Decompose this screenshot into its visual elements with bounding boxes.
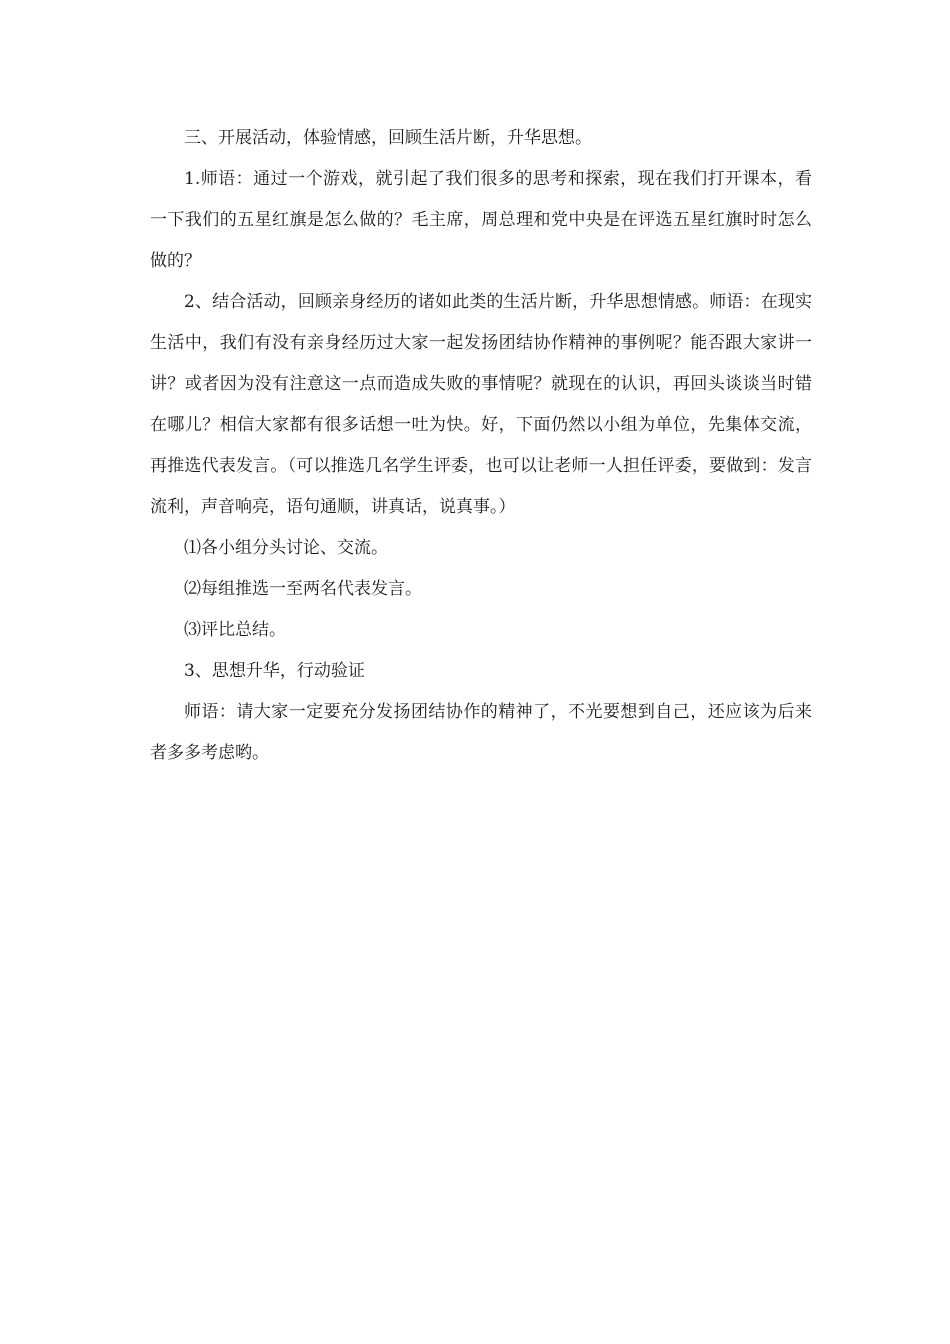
paragraph: 1.师语：通过一个游戏，就引起了我们很多的思考和探索，现在我们打开课本，看一下我们的五星红旗是怎么做的？毛主席，周总理和党中央是在评选五星红旗时时怎么做的？ (150, 169, 812, 271)
list-item: ⑵每组推选一至两名代表发言。 (184, 579, 422, 599)
section-heading: 3、思想升华，行动验证 (184, 661, 365, 681)
paragraph: 2、结合活动，回顾亲身经历的诸如此类的生活片断，升华思想情感。师语：在现实生活中，我们有没有亲身经历过大家一起发扬团结协作精神的事例呢？能否跟大家讲一讲？或者因为没有注意这一点而造成失败的事情呢？就现在的认识，再回头谈谈当时错在哪儿？相信大家都有很多话想一吐为快。好，下面仍然以小组为单位，先集体交流，再推选代表发言。（可以推选几名学生评委，也可以让老师一人担任评委，要做到：发言流利，声音响亮，语句通顺，讲真话，说真事。） (150, 292, 812, 517)
section-heading: 三、开展活动，体验情感，回顾生活片断，升华思想。 (184, 128, 592, 148)
paragraph: 师语：请大家一定要充分发扬团结协作的精神了，不光要想到自己，还应该为后来者多多考虑哟。 (150, 702, 812, 763)
list-item: ⑴各小组分头讨论、交流。 (184, 538, 388, 558)
document-body (150, 118, 812, 774)
list-item: ⑶评比总结。 (184, 620, 286, 640)
